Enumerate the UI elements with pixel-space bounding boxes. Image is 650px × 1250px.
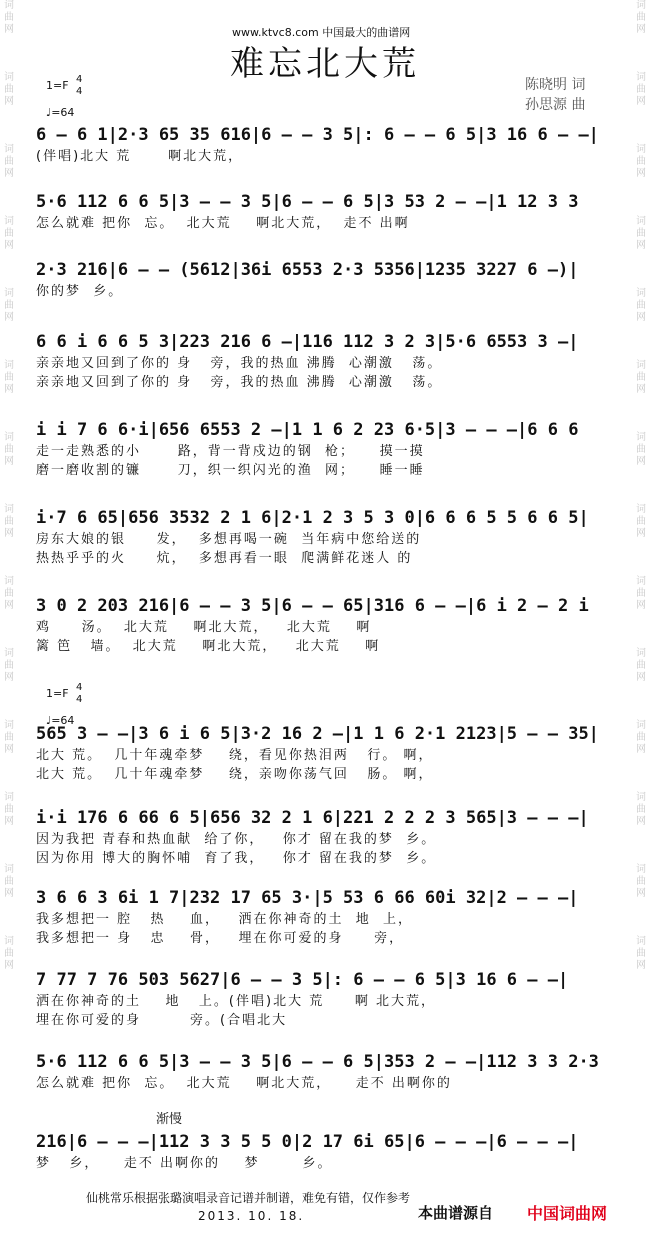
- jianpu-notes: 3 0 2 203 216|6 – – 3 5|6 – – 65|316 6 – –|6 i 2 – 2 i: [36, 596, 589, 616]
- watermark-gap: [2, 108, 16, 144]
- time-signature: [76, 74, 82, 98]
- watermark-gap: [634, 180, 648, 216]
- lyric-line: 你的梦 乡。: [36, 284, 124, 299]
- watermark-gap: [2, 684, 16, 720]
- score-row: [36, 190, 616, 233]
- lyric-line: 热热乎乎的火 炕， 多想再看一眼 爬满鲜花迷人 的: [36, 551, 413, 566]
- jianpu-notes: 5·6 112 6 6 5|3 – – 3 5|6 – – 6 5|3 53 2 – –|1 12 3 3: [36, 192, 579, 212]
- watermark-char: 词曲网: [4, 288, 14, 323]
- watermark-char: 词曲网: [4, 144, 14, 179]
- lyric-line: 走一走熟悉的小 路，背一背戍边的钢 枪； 摸一摸: [36, 444, 425, 459]
- watermark-char: 词曲网: [636, 72, 646, 107]
- lyric-line: (伴唱)北大 荒 啊北大荒，: [36, 149, 244, 164]
- watermark-char: 词曲网: [636, 720, 646, 755]
- watermark-gap: [2, 828, 16, 864]
- watermark-char: 词曲网: [4, 504, 14, 539]
- jianpu-notes: i i 7 6 6·i|656 6553 2 –|1 1 6 2 23 6·5|3 – – –|6 6 6: [36, 420, 579, 440]
- watermark-char: 词曲网: [636, 144, 646, 179]
- key-signature-block-2: [46, 682, 82, 727]
- score-row: [36, 1050, 616, 1093]
- jianpu-notes: 6 6 i 6 6 5 3|223 216 6 –|116 112 3 2 3|5·6 6553 3 –|: [36, 332, 579, 352]
- lyric-line: 怎么就难 把你 忘。 北大荒 啊北大荒， 走不 出啊: [36, 216, 410, 231]
- watermark-char: 词曲网: [636, 864, 646, 899]
- key-signature: 1=F: [46, 687, 69, 700]
- score-row: [36, 594, 616, 656]
- jianpu-notes: i·7 6 65|656 3532 2 1 6|2·1 2 3 5 3 0|6 6 6 5 5 6 6 5|: [36, 508, 589, 528]
- watermark-char: 词曲网: [4, 648, 14, 683]
- watermark-char: 词曲网: [636, 288, 646, 323]
- watermark-gap: [2, 396, 16, 432]
- tempo-marking: ♩=64: [46, 714, 75, 727]
- watermark-gap: [2, 756, 16, 792]
- key-signature: 1=F: [46, 79, 69, 92]
- source-label: 本曲谱源自: [418, 1204, 494, 1222]
- time-signature-bottom: 4: [76, 86, 83, 97]
- jianpu-notes: i·i 176 6 66 6 5|656 32 2 1 6|221 2 2 2 3 565|3 – – –|: [36, 808, 589, 828]
- watermark-strip-left: [2, 0, 16, 1250]
- key-signature-block: [46, 74, 82, 119]
- watermark-gap: [634, 108, 648, 144]
- watermark-char: 词曲网: [4, 720, 14, 755]
- lyric-line: 北大 荒。 几十年魂牵梦 绕，亲吻你荡气回 肠。 啊，: [36, 767, 434, 782]
- watermark-char: 词曲网: [4, 0, 14, 35]
- score-row: [36, 123, 616, 166]
- brand-logo-text: 中国词曲网: [527, 1204, 608, 1223]
- time-signature-bottom: 4: [76, 694, 83, 705]
- watermark-char: 词曲网: [636, 792, 646, 827]
- score-row: [36, 418, 616, 480]
- watermark-char: 词曲网: [4, 792, 14, 827]
- transcription-date: 2013. 10. 18.: [198, 1209, 305, 1223]
- lyric-line: 北大 荒。 几十年魂牵梦 绕，看见你热泪两 行。 啊，: [36, 748, 434, 763]
- watermark-char: 词曲网: [4, 360, 14, 395]
- watermark-gap: [634, 828, 648, 864]
- site-header: www.ktvc8.com 中国最大的曲谱网: [232, 26, 411, 39]
- watermark-char: 词曲网: [4, 576, 14, 611]
- watermark-char: 词曲网: [636, 504, 646, 539]
- time-signature: [76, 682, 82, 706]
- watermark-gap: [2, 324, 16, 360]
- watermark-gap: [634, 684, 648, 720]
- watermark-char: 词曲网: [636, 0, 646, 35]
- jianpu-notes: 7 77 7 76 503 5627|6 – – 3 5|: 6 – – 6 5|3 16 6 – –|: [36, 970, 569, 990]
- jianpu-notes: 2·3 216|6 – – (5612|36i 6553 2·3 5356|1235 3227 6 –)|: [36, 260, 579, 280]
- watermark-gap: [634, 468, 648, 504]
- lyric-line: 亲亲地又回到了你的 身 旁，我的热血 沸腾 心潮激 荡。: [36, 356, 443, 371]
- composer-credit: 孙思源 曲: [525, 97, 586, 113]
- jianpu-notes: 6 – 6 1|2·3 65 35 616|6 – – 3 5|: 6 – – 6 5|3 16 6 – –|: [36, 125, 599, 145]
- score-row: [36, 258, 616, 301]
- watermark-gap: [2, 612, 16, 648]
- watermark-char: 词曲网: [4, 216, 14, 251]
- lyric-line: 磨一磨收割的镰 刀，织一织闪光的渔 网； 睡一睡: [36, 463, 425, 478]
- jianpu-notes: 3 6 6 3 6i 1 7|232 17 65 3·|5 53 6 66 60i 32|2 – – –|: [36, 888, 579, 908]
- watermark-gap: [634, 900, 648, 936]
- watermark-gap: [2, 468, 16, 504]
- watermark-char: 词曲网: [636, 648, 646, 683]
- tempo-change-mark: 渐慢: [156, 1112, 183, 1127]
- jianpu-notes: 216|6 – – –|112 3 3 5 5 0|2 17 6i 65|6 – – –|6 – – –|: [36, 1132, 579, 1152]
- watermark-gap: [2, 900, 16, 936]
- watermark-gap: [634, 396, 648, 432]
- watermark-char: 词曲网: [636, 936, 646, 971]
- lyric-line: 我多想把一 腔 热 血， 洒在你神奇的土 地 上，: [36, 912, 413, 927]
- watermark-gap: [2, 252, 16, 288]
- watermark-char: 词曲网: [4, 936, 14, 971]
- watermark-gap: [634, 612, 648, 648]
- jianpu-notes: 5·6 112 6 6 5|3 – – 3 5|6 – – 6 5|353 2 – –|112 3 3 2·3: [36, 1052, 599, 1072]
- song-title: 难忘北大荒: [230, 44, 420, 84]
- lyric-line: 房东大娘的银 发， 多想再喝一碗 当年病中您给送的: [36, 532, 422, 547]
- watermark-gap: [634, 756, 648, 792]
- score-row: [36, 722, 616, 784]
- lyric-line: 怎么就难 把你 忘。 北大荒 啊北大荒， 走不 出啊你的: [36, 1076, 452, 1091]
- watermark-char: 词曲网: [636, 216, 646, 251]
- transcription-credit: 仙桃常乐根据张璐演唱录音记谱并制谱，难免有错，仅作参考: [86, 1191, 411, 1205]
- score-row: [36, 886, 616, 948]
- lyric-line: 亲亲地又回到了你的 身 旁，我的热血 沸腾 心潮激 荡。: [36, 375, 443, 390]
- watermark-char: 词曲网: [636, 576, 646, 611]
- watermark-char: 词曲网: [636, 432, 646, 467]
- lyric-line: 篱 笆 墙。 北大荒 啊北大荒， 北大荒 啊: [36, 639, 381, 654]
- tempo-marking: ♩=64: [46, 106, 75, 119]
- watermark-gap: [634, 324, 648, 360]
- watermark-char: 词曲网: [4, 72, 14, 107]
- lyricist-credit: 陈晓明 词: [525, 77, 586, 93]
- lyric-line: 梦 乡， 走不 出啊你的 梦 乡。: [36, 1156, 333, 1171]
- lyric-line: 洒在你神奇的土 地 上。(伴唱)北大 荒 啊 北大荒，: [36, 994, 436, 1009]
- watermark-char: 词曲网: [4, 432, 14, 467]
- lyric-line: 因为我把 青春和热血献 给了你， 你才 留在我的梦 乡。: [36, 832, 437, 847]
- score-row: [36, 968, 616, 1030]
- watermark-char: 词曲网: [4, 864, 14, 899]
- lyric-line: 我多想把一 身 忠 骨， 埋在你可爱的身 旁，: [36, 931, 405, 946]
- lyric-line: 埋在你可爱的身 旁。(合唱北大: [36, 1013, 288, 1028]
- watermark-gap: [2, 540, 16, 576]
- score-row: [36, 506, 616, 568]
- watermark-gap: [634, 252, 648, 288]
- watermark-gap: [634, 540, 648, 576]
- watermark-gap: [2, 180, 16, 216]
- score-row: [36, 1130, 616, 1173]
- lyric-line: 因为你用 博大的胸怀哺 育了我， 你才 留在我的梦 乡。: [36, 851, 437, 866]
- lyric-line: 鸡 汤。 北大荒 啊北大荒， 北大荒 啊: [36, 620, 372, 635]
- score-row: [36, 806, 616, 868]
- time-signature-top: 4: [76, 682, 83, 693]
- jianpu-notes: 565 3 – –|3 6 i 6 5|3·2 16 2 –|1 1 6 2·1 2123|5 – – 35|: [36, 724, 599, 744]
- score-row: [36, 330, 616, 392]
- watermark-char: 词曲网: [636, 360, 646, 395]
- time-signature-top: 4: [76, 74, 83, 85]
- watermark-strip-right: [634, 0, 648, 1250]
